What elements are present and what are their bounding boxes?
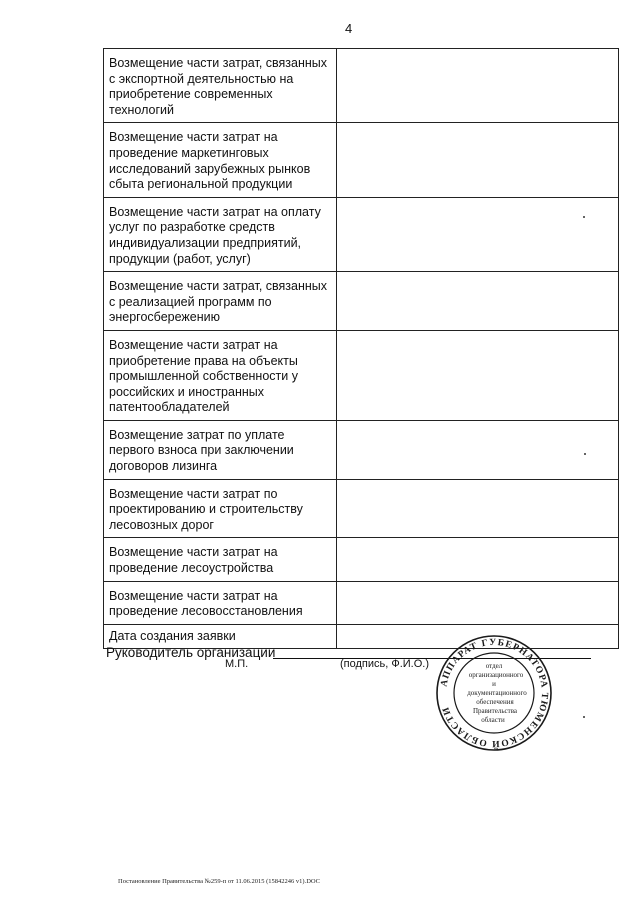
row-value[interactable] — [337, 479, 619, 538]
head-of-organization-label: Руководитель организации — [106, 645, 276, 660]
table-row — [104, 479, 619, 538]
stamp-inner-text — [467, 662, 527, 724]
table-row — [104, 123, 619, 197]
row-value[interactable] — [337, 272, 619, 331]
row-value[interactable] — [337, 538, 619, 581]
row-label: Возмещение части затрат на проведение маркетинговых исследований зарубежных рынков сбыта региональной продукции — [104, 123, 337, 197]
document-footer: Постановление Правительства №259-п от 11.06.2015 (15842246 v1).DOC — [118, 878, 320, 885]
row-label: Дата создания заявки — [104, 624, 337, 649]
page-number: 4 — [345, 21, 353, 36]
table-row — [104, 538, 619, 581]
table-row — [104, 420, 619, 479]
table-row — [104, 581, 619, 624]
row-label: Возмещение части затрат на проведение лесоустройства — [104, 538, 337, 581]
scan-speck — [584, 453, 586, 455]
application-form-table — [103, 48, 619, 649]
row-label: Возмещение части затрат на оплату услуг по разработке средств индивидуализации предприятий, продукции (работ, услуг) — [104, 197, 337, 271]
row-label: Возмещение части затрат на приобретение права на объекты промышленной собственности у российских и иностранных патентообладателей — [104, 330, 337, 420]
svg-text:отдел: отдел — [485, 662, 503, 670]
row-label: Возмещение части затрат на проведение лесовосстановления — [104, 581, 337, 624]
svg-text:области: области — [481, 716, 505, 724]
row-value[interactable] — [337, 123, 619, 197]
row-label: Возмещение части затрат по проектированию и строительству лесовозных дорог — [104, 479, 337, 538]
stamp-place-label: М.П. — [225, 658, 249, 670]
stamp-ring-text: АППАРАТ ГУБЕРНАТОРА ТЮМЕНСКОЙ ОБЛАСТИ — [439, 637, 550, 749]
signature-hint: (подпись, Ф.И.О.) — [340, 658, 430, 670]
row-value[interactable] — [337, 581, 619, 624]
row-value[interactable] — [337, 49, 619, 123]
row-label: Возмещение затрат по уплате первого взноса при заключении договоров лизинга — [104, 420, 337, 479]
svg-text:документационного: документационного — [467, 689, 527, 697]
row-label: Возмещение части затрат, связанных с экспортной деятельностью на приобретение современных технологий — [104, 49, 337, 123]
svg-text:обеспечения: обеспечения — [476, 698, 514, 706]
row-value[interactable] — [337, 197, 619, 271]
table-row — [104, 197, 619, 271]
table-row — [104, 330, 619, 420]
scan-speck — [583, 216, 585, 218]
table-row — [104, 272, 619, 331]
table-row — [104, 49, 619, 123]
row-value[interactable] — [337, 330, 619, 420]
svg-text:и: и — [492, 680, 496, 688]
row-value[interactable] — [337, 420, 619, 479]
scan-speck — [583, 716, 585, 718]
row-label: Возмещение части затрат, связанных с реализацией программ по энергосбережению — [104, 272, 337, 331]
svg-text:организационного: организационного — [468, 671, 524, 679]
official-stamp — [435, 634, 553, 752]
svg-text:Правительства: Правительства — [472, 707, 518, 715]
